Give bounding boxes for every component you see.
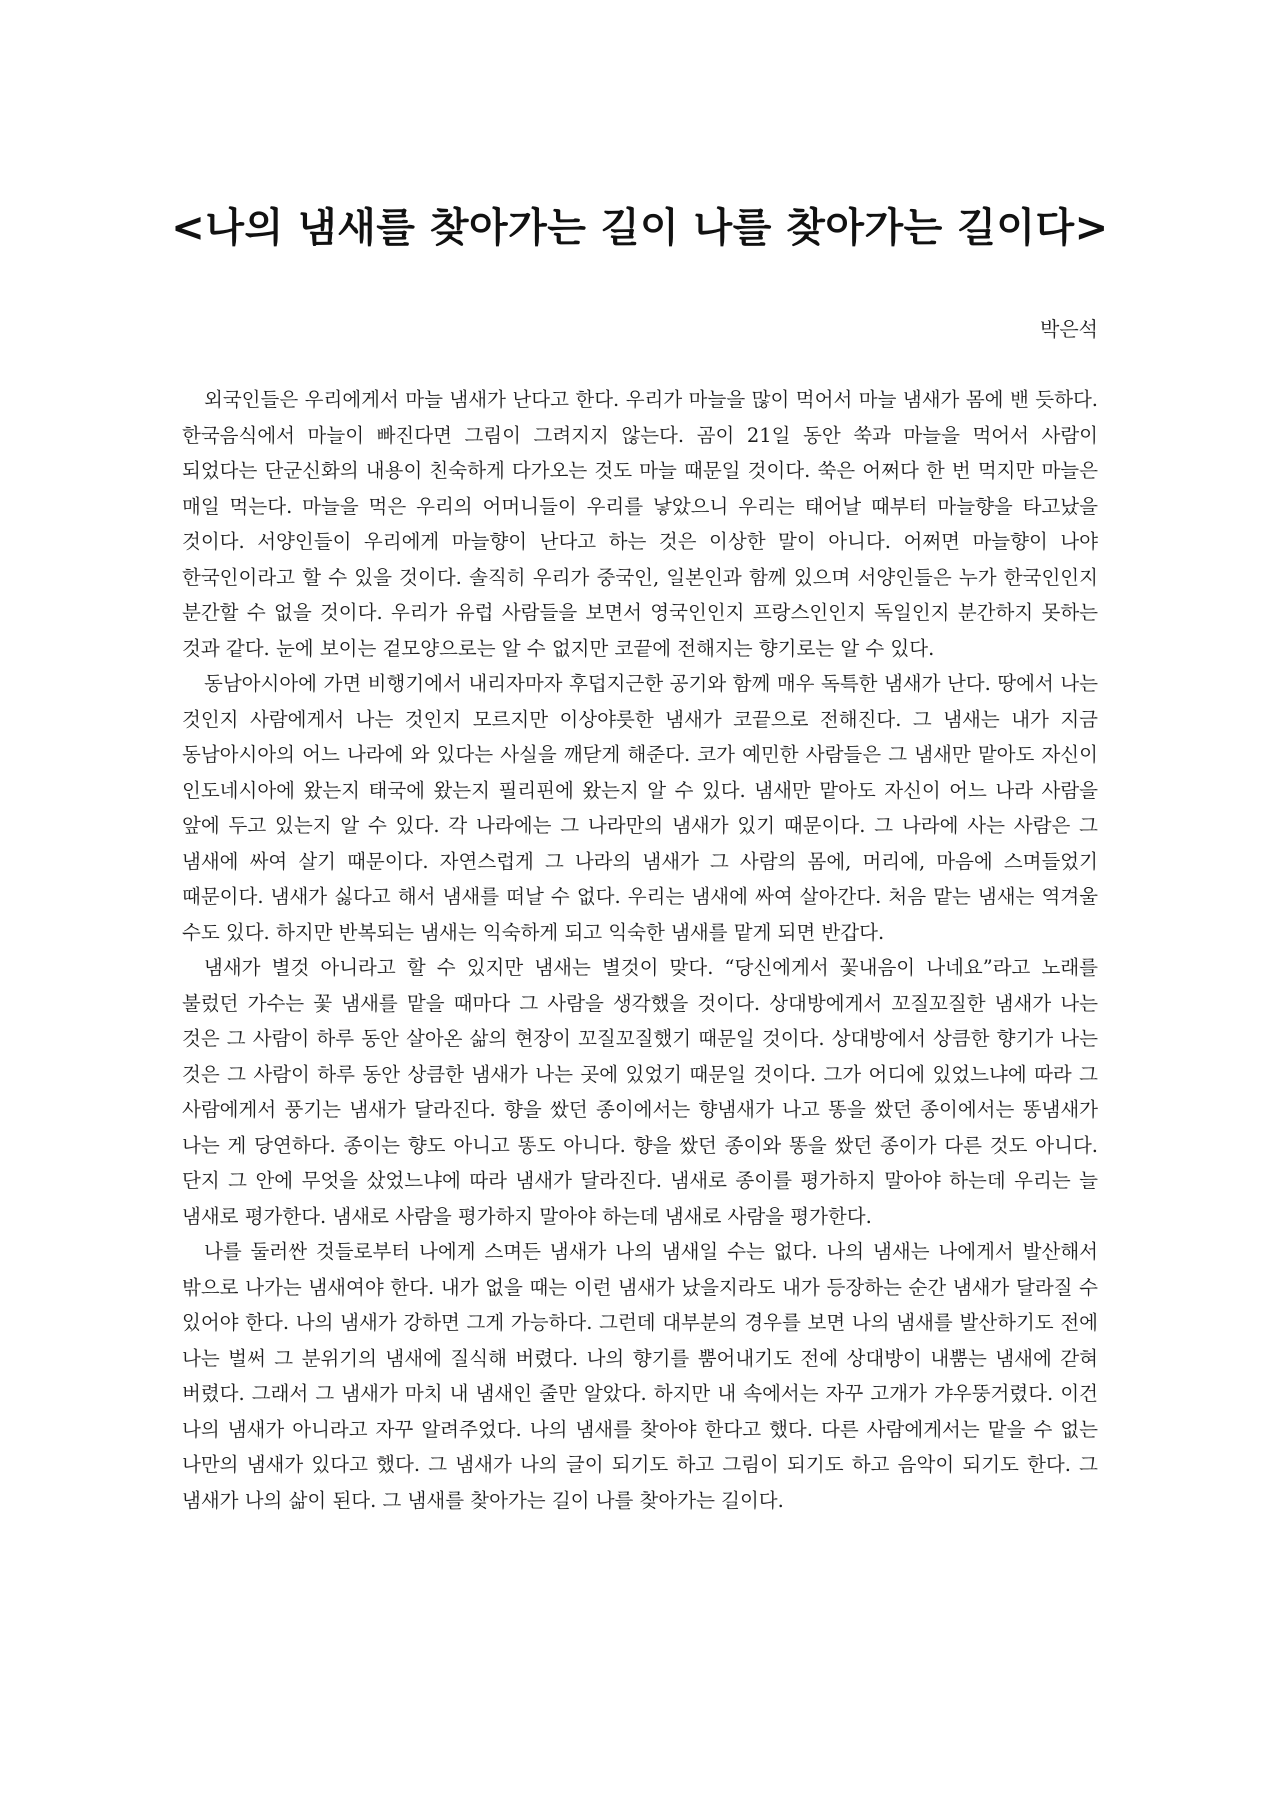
paragraph-3: 냄새가 별것 아니라고 할 수 있지만 냄새는 별것이 맞다. “당신에게서 꽃내음이 나네요”라고 노래를 불렀던 가수는 꽃 냄새를 맡을 때마다 그 사람을 생각했을 것이다. 상대방에게서 꼬질꼬질한 냄새가 나는 것은 그 사람이 하루 동안 살아온 삶의 현장이 꼬질꼬질했기 때문일 것이다. 상대방에서 상큼한 향기가 나는 것은 그 사람이 하루 동안 상큼한 냄새가 나는 곳에 있었기 때문일 것이다. 그가 어디에 있었느냐에 따라 그 사람에게서 풍기는 냄새가 달라진다. 향을 쌌던 종이에서는 향냄새가 나고 똥을 쌌던 종이에서는 똥냄새가 나는 게 당연하다. 종이는 향도 아니고 똥도 아니다. 향을 쌌던 종이와 똥을 쌌던 종이가 다른 것도 아니다. 단지 그 안에 무엇을 샀었느냐에 따라 냄새가 달라진다. 냄새로 종이를 평가하지 말아야 하는데 우리는 늘 냄새로 평가한다. 냄새로 사람을 평가하지 말아야 하는데 냄새로 사람을 평가한다.: [182, 956, 1098, 1228]
paragraph-4: 나를 둘러싼 것들로부터 나에게 스며든 냄새가 나의 냄새일 수는 없다. 나의 냄새는 나에게서 발산해서 밖으로 나가는 냄새여야 한다. 내가 없을 때는 이런 냄새가 났을지라도 내가 등장하는 순간 냄새가 달라질 수 있어야 한다. 나의 냄새가 강하면 그게 가능하다. 그런데 대부분의 경우를 보면 나의 냄새를 발산하기도 전에 나는 벌써 그 분위기의 냄새에 질식해 버렸다. 나의 향기를 뿜어내기도 전에 상대방이 내뿜는 냄새에 갇혀 버렸다. 그래서 그 냄새가 마치 내 냄새인 줄만 알았다. 하지만 내 속에서는 자꾸 고개가 갸우뚱거렸다. 이건 나의 냄새가 아니라고 자꾸 알려주었다. 나의 냄새를 찾아야 한다고 했다. 다른 사람에게서는 맡을 수 없는 나만의 냄새가 있다고 했다. 그 냄새가 나의 글이 되기도 하고 그림이 되기도 하고 음악이 되기도 한다. 그 냄새가 나의 삶이 된다. 그 냄새를 찾아가는 길이 나를 찾아가는 길이다.: [182, 1240, 1098, 1512]
paragraph-1: 외국인들은 우리에게서 마늘 냄새가 난다고 한다. 우리가 마늘을 많이 먹어서 마늘 냄새가 몸에 밴 듯하다. 한국음식에서 마늘이 빠진다면 그림이 그려지지 않는다. 곰이 21일 동안 쑥과 마늘을 먹어서 사람이 되었다는 단군신화의 내용이 친숙하게 다가오는 것도 마늘 때문일 것이다. 쑥은 어쩌다 한 번 먹지만 마늘은 매일 먹는다. 마늘을 먹은 우리의 어머니들이 우리를 낳았으니 우리는 태어날 때부터 마늘향을 타고났을 것이다. 서양인들이 우리에게 마늘향이 난다고 하는 것은 이상한 말이 아니다. 어쩌면 마늘향이 나야 한국인이라고 할 수 있을 것이다. 솔직히 우리가 중국인, 일본인과 함께 있으며 서양인들은 누가 한국인인지 분간할 수 없을 것이다. 우리가 유럽 사람들을 보면서 영국인인지 프랑스인인지 독일인지 분간하지 못하는 것과 같다. 눈에 보이는 겉모양으로는 알 수 없지만 코끝에 전해지는 향기로는 알 수 있다.: [182, 388, 1098, 660]
author-name: 박은석: [1040, 317, 1098, 341]
document-title: <나의 냄새를 찾아가는 길이 나를 찾아가는 길이다>: [171, 205, 1109, 251]
document-body: [182, 382, 1098, 1518]
paragraph-2: 동남아시아에 가면 비행기에서 내리자마자 후덥지근한 공기와 함께 매우 독특한 냄새가 난다. 땅에서 나는 것인지 사람에게서 나는 것인지 모르지만 이상야릇한 냄새가 코끝으로 전해진다. 그 냄새는 내가 지금 동남아시아의 어느 나라에 와 있다는 사실을 깨닫게 해준다. 코가 예민한 사람들은 그 냄새만 맡아도 자신이 인도네시아에 왔는지 태국에 왔는지 필리핀에 왔는지 알 수 있다. 냄새만 맡아도 자신이 어느 나라 사람을 앞에 두고 있는지 알 수 있다. 각 나라에는 그 나라만의 냄새가 있기 때문이다. 그 나라에 사는 사람은 그 냄새에 싸여 살기 때문이다. 자연스럽게 그 나라의 냄새가 그 사람의 몸에, 머리에, 마음에 스며들었기 때문이다. 냄새가 싫다고 해서 냄새를 떠날 수 없다. 우리는 냄새에 싸여 살아간다. 처음 맡는 냄새는 역겨울 수도 있다. 하지만 반복되는 냄새는 익숙하게 되고 익숙한 냄새를 맡게 되면 반갑다.: [182, 672, 1098, 944]
